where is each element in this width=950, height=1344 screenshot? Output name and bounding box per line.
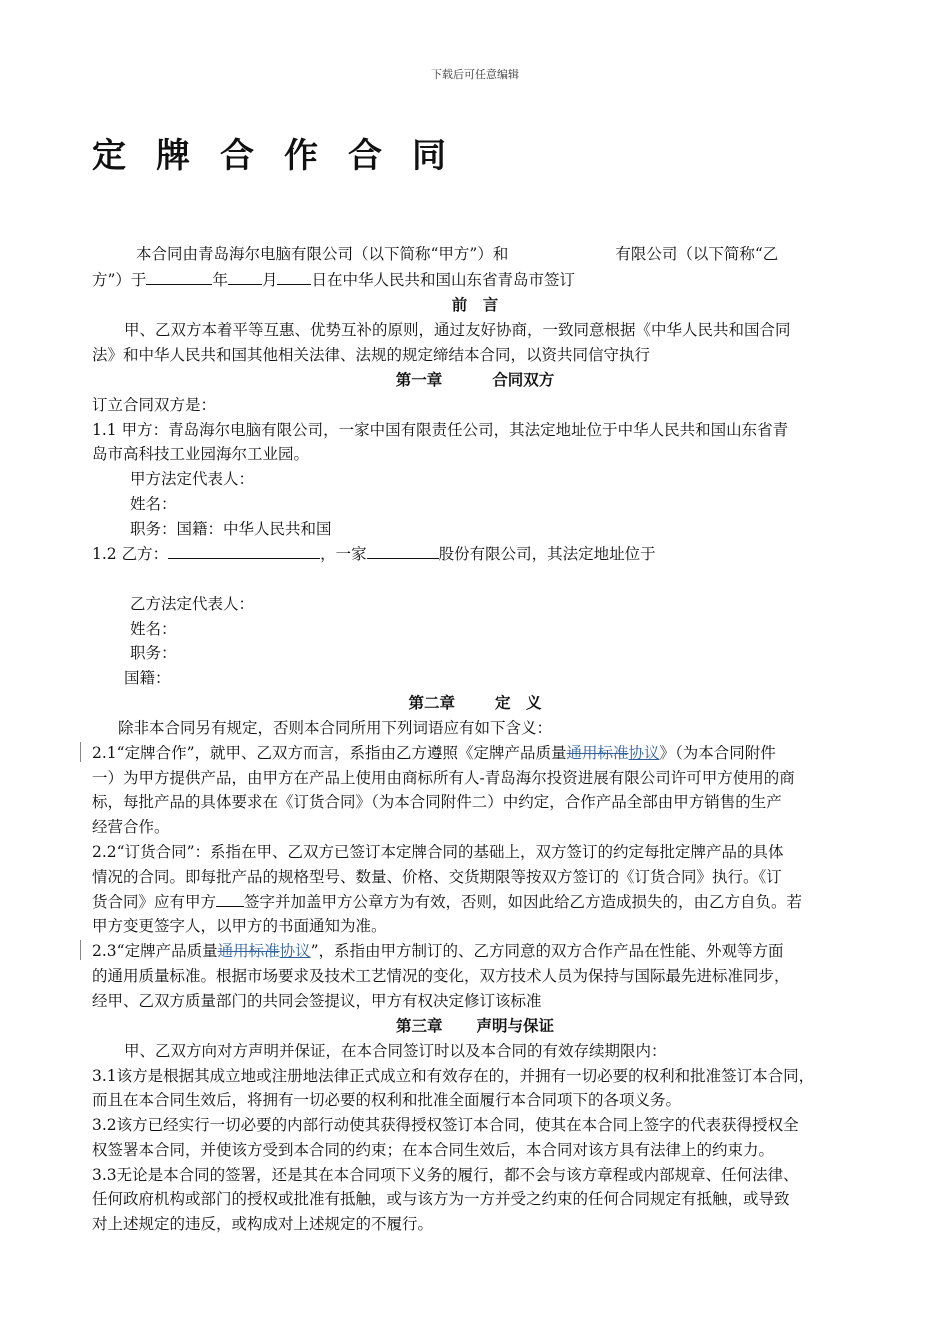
- document-title: 定牌合作合同: [92, 136, 476, 176]
- header-note: 下载后可任意编辑: [431, 68, 519, 81]
- clause-line: 甲方变更签字人，以甲方的书面通知为准。: [92, 917, 387, 935]
- intro-text: 本合同由青岛海尔电脑有限公司（以下简称“甲方”）和: [136, 245, 509, 263]
- clause-line: [92, 939, 784, 963]
- inserted-text: 协议: [628, 744, 660, 762]
- intro-line-2: [92, 268, 575, 292]
- clause-text: 1.2 乙方：: [92, 545, 169, 563]
- clause-line: 对上述规定的违反，或构成对上述规定的不履行。: [92, 1215, 434, 1233]
- clause-text: 2.1“定牌合作”，就甲、乙双方而言，系指由乙方遵照《定牌产品质量: [92, 744, 567, 762]
- party-b-name-blank: [168, 542, 320, 559]
- clause-text: 签字并加盖甲方公章方为有效，否则，如因此给乙方造成损失的，由乙方自负。若: [244, 893, 803, 911]
- clause-text: 货合同》应有甲方: [92, 893, 217, 911]
- clause-line: 职务：: [130, 644, 177, 662]
- intro-text: 年: [212, 271, 228, 289]
- clause-line: 3.1该方是根据其成立地或注册地法律正式成立和有效存在的，并拥有一切必要的权利和批准签订本合同，: [92, 1067, 815, 1085]
- intro-text: 有限公司（以下简称“乙: [615, 245, 779, 263]
- revision-bar: [80, 742, 81, 762]
- clause-line: 岛市高科技工业园海尔工业园。: [92, 445, 310, 463]
- deleted-text: 通用标准: [566, 744, 629, 762]
- clause-line: 权签署本合同，并使该方受到本合同的约束；在本合同生效后，本合同对该方具有法律上的约束力。: [92, 1141, 775, 1159]
- clause-line: 姓名：: [130, 495, 177, 513]
- clause-line: 经营合作。: [92, 818, 170, 836]
- clause-line: 任何政府机构或部门的授权或批准有抵触，或与该方为一方并受之约束的任何合同规定有抵触，或导致: [92, 1190, 790, 1208]
- preface-line: 法》和中华人民共和国其他相关法律、法规的规定缔结本合同，以资共同信守执行: [92, 346, 651, 364]
- chapter-number: 第二章: [408, 694, 455, 712]
- clause-line: 2.2“订货合同”：系指在甲、乙双方已签订本定牌合同的基础上，双方签订的约定每批定牌产品的具体: [92, 843, 784, 861]
- chapter-title: 声明与保证: [476, 1017, 555, 1035]
- intro-text: 月: [261, 271, 278, 289]
- month-blank: [228, 268, 262, 285]
- chapter3-heading: [0, 1014, 950, 1038]
- clause-line: 职务：国籍：中华人民共和国: [130, 520, 332, 538]
- day-blank: [277, 268, 311, 285]
- clause-line: 而且在本合同生效后，将拥有一切必要的权利和批准全面履行本合同项下的各项义务。: [92, 1091, 682, 1109]
- clause-line: 姓名：: [130, 620, 177, 638]
- clause-text: 股份有限公司，其法定地址位于: [438, 545, 656, 563]
- chapter-title: 合同双方: [492, 371, 555, 389]
- intro-text: 方”）于: [92, 271, 147, 289]
- preface-line: 甲、乙双方本着平等互惠、优势互补的原则，通过友好协商，一致同意根据《中华人民共和国合同: [124, 321, 791, 339]
- clause-line: 订立合同双方是：: [92, 396, 217, 414]
- clause-line: 甲、乙双方向对方声明并保证，在本合同签订时以及本合同的有效存续期限内：: [124, 1042, 667, 1060]
- party-b-type-blank: [367, 542, 439, 559]
- clause-line: 1.1 甲方：青岛海尔电脑有限公司，一家中国有限责任公司，其法定地址位于中华人民共和国山东省青: [92, 421, 789, 439]
- year-blank: [146, 268, 212, 285]
- clause-line: 情况的合同。即每批产品的规格型号、数量、价格、交货期限等按双方签订的《订货合同》执行。《订: [92, 868, 782, 886]
- clause-text: ”，系指由甲方制订的、乙方同意的双方合作产品在性能、外观等方面: [310, 942, 784, 960]
- preface-heading: 前 言: [451, 296, 499, 314]
- clause-line: 国籍：: [124, 669, 171, 687]
- clause-text: 2.3“定牌产品质量: [92, 942, 218, 960]
- clause-line-party-b: [92, 542, 656, 566]
- clause-line: 甲方法定代表人：: [130, 470, 255, 488]
- clause-line: 经甲、乙双方质量部门的共同会签提议，甲方有权决定修订该标准: [92, 992, 542, 1010]
- inserted-text: 协议: [279, 942, 311, 960]
- clause-line: [92, 741, 776, 765]
- clause-text: ，一家: [320, 545, 367, 563]
- intro-text: 日在中华人民共和国山东省青岛市签订: [311, 271, 575, 289]
- clause-line: 一）为甲方提供产品，由甲方在产品上使用由商标所有人-青岛海尔投资进展有限公司许可甲方使用的商: [92, 769, 795, 787]
- revision-bar: [80, 940, 81, 960]
- clause-line: 乙方法定代表人：: [130, 595, 255, 613]
- clause-line: 3.2该方已经实行一切必要的内部行动使其获得授权签订本合同，使其在本合同上签字的代表获得授权全: [92, 1116, 799, 1134]
- clause-line: [92, 890, 802, 914]
- signatory-blank: [216, 890, 244, 907]
- clause-text: 》（为本合同附件: [659, 744, 776, 762]
- intro-line-1: [136, 242, 778, 266]
- chapter-title: 定 义: [495, 694, 542, 712]
- chapter-number: 第一章: [395, 371, 443, 389]
- chapter2-heading: [0, 691, 950, 715]
- clause-line: 标，每批产品的具体要求在《订货合同》（为本合同附件二）中约定，合作产品全部由甲方销售的生产: [92, 793, 782, 811]
- clause-line: 除非本合同另有规定，否则本合同所用下列词语应有如下含义：: [118, 719, 553, 737]
- chapter-number: 第三章: [395, 1017, 443, 1035]
- deleted-text: 通用标准: [217, 942, 280, 960]
- clause-line: 的通用质量标准。根据市场要求及技术工艺情况的变化，双方技术人员为保持与国际最先进标准同步，: [92, 967, 790, 985]
- clause-line: 3.3无论是本合同的签署，还是其在本合同项下义务的履行，都不会与该方章程或内部规章、任何法律、: [92, 1166, 799, 1184]
- chapter1-heading: [0, 368, 950, 392]
